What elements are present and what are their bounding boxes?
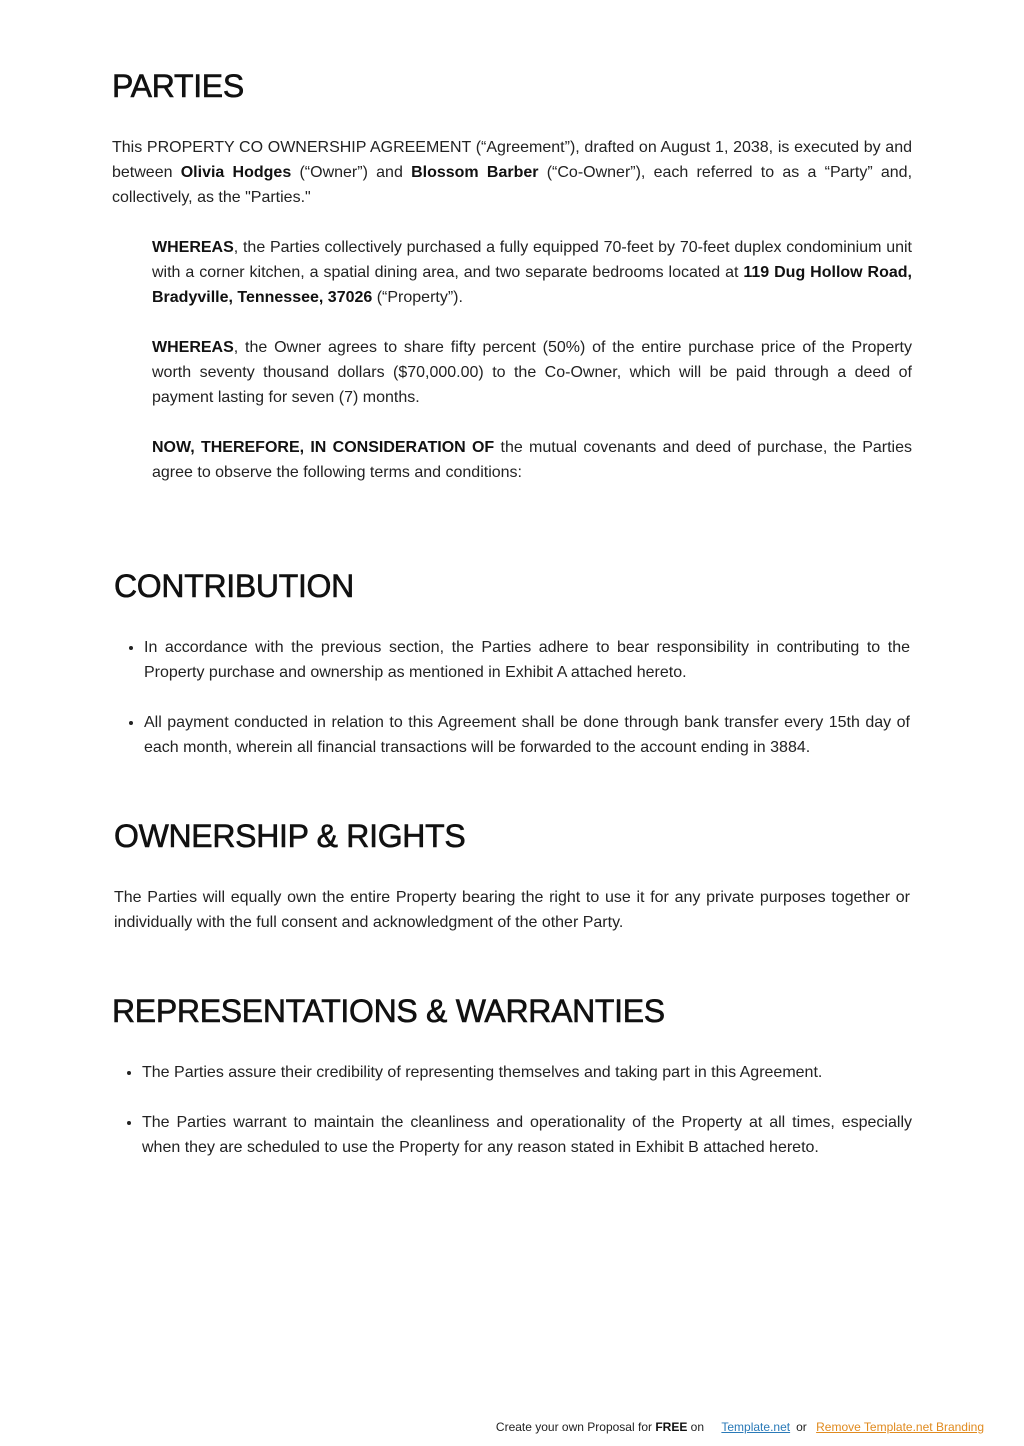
contribution-list bbox=[114, 635, 910, 760]
parties-intro-paragraph: This PROPERTY CO OWNERSHIP AGREEMENT (“Agreement”), drafted on August 1, 2038, is executed by and between Olivia Hodges (“Owner”) and Blossom Barber (“Co-Owner”), each referred to as a “Party” and, collectively, as the "Parties." bbox=[112, 139, 913, 206]
whereas-2-paragraph: WHEREAS, the Owner agrees to share fifty percent (50%) of the entire purchase price of the Property worth seventy thousand dollars ($70,000.00) to the Co-Owner, which will be paid through a deed of payment lasting for seven (7) months. bbox=[152, 339, 912, 406]
heading-representations-warranties: REPRESENTATIONS & WARRANTIES bbox=[112, 993, 665, 1029]
now-therefore-paragraph: NOW, THEREFORE, IN CONSIDERATION OF the mutual covenants and deed of purchase, the Parties agree to observe the following terms and conditions: bbox=[152, 439, 912, 481]
ownership-paragraph: The Parties will equally own the entire Property bearing the right to use it for any private purposes together or individually with the full consent and acknowledgment of the other Party. bbox=[114, 889, 910, 931]
whereas-clause-1 bbox=[152, 235, 912, 310]
footer-branding: Create your own Proposal for FREE on Template.net or Remove Template.net Branding bbox=[495, 1420, 984, 1434]
owner-name: Olivia Hodges bbox=[180, 164, 292, 181]
property-address: 119 Dug Hollow Road, Bradyville, Tennessee, 37026 bbox=[152, 264, 912, 306]
template-net-link[interactable]: Template.net bbox=[721, 1420, 791, 1434]
parties-intro bbox=[112, 135, 912, 210]
heading-contribution: CONTRIBUTION bbox=[114, 568, 354, 604]
whereas-clause-2 bbox=[152, 335, 912, 410]
coowner-name: Blossom Barber bbox=[411, 164, 539, 181]
list-item: • The Parties assure their credibility of representing themselves and taking part in this Agreement. bbox=[142, 1060, 912, 1085]
heading-ownership-rights: OWNERSHIP & RIGHTS bbox=[114, 818, 466, 854]
list-item: • The Parties warrant to maintain the cleanliness and operationality of the Property at all times, especially when they are scheduled to use the Property for any reason stated in Exhibit B attached hereto. bbox=[142, 1110, 912, 1160]
ownership-text bbox=[114, 885, 910, 935]
now-therefore-clause bbox=[152, 435, 912, 485]
representations-list bbox=[112, 1060, 912, 1160]
list-item: • In accordance with the previous section, the Parties adhere to bear responsibility in contributing to the Property purchase and ownership as mentioned in Exhibit A attached hereto. bbox=[144, 635, 910, 685]
list-item: • All payment conducted in relation to this Agreement shall be done through bank transfer every 15th day of each month, wherein all financial transactions will be forwarded to the account ending in 3884. bbox=[144, 710, 910, 760]
whereas-1-paragraph: WHEREAS, the Parties collectively purchased a fully equipped 70-feet by 70-feet duplex condominium unit with a corner kitchen, a spatial dining area, and two separate bedrooms located at 119 Dug Hollow Road, Bradyville, Tennessee, 37026 (“Property”). bbox=[152, 239, 912, 306]
remove-branding-link[interactable]: Remove Template.net Branding bbox=[816, 1420, 984, 1434]
heading-parties: PARTIES bbox=[112, 68, 244, 104]
